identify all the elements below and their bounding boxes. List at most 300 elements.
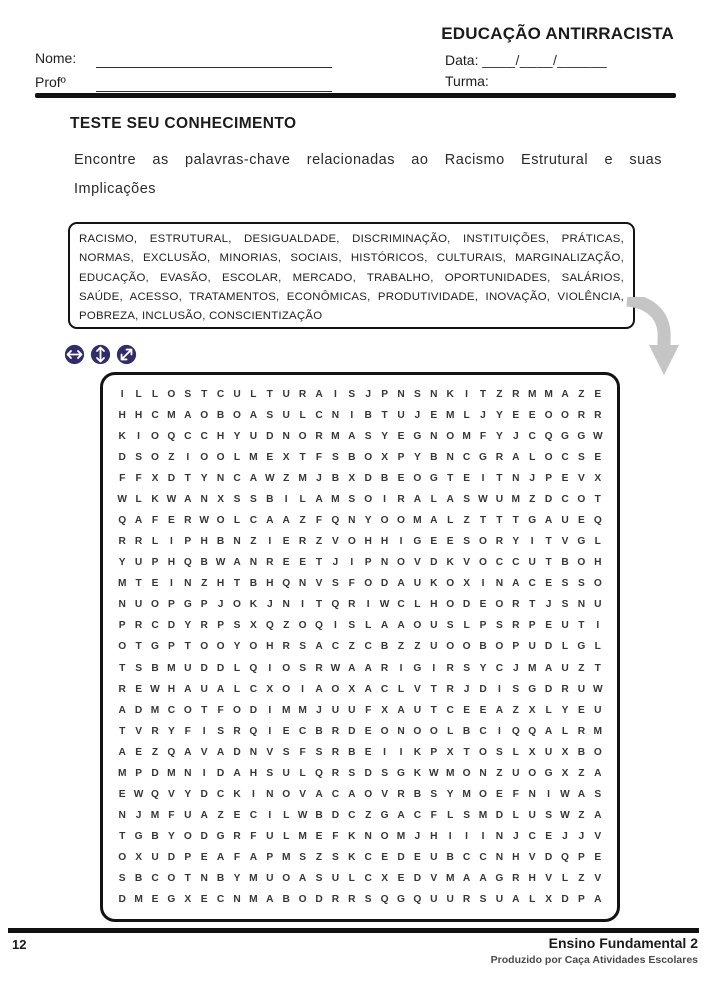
grid-letter: D: [348, 725, 356, 737]
grid-letter: A: [118, 704, 126, 716]
grid-letter: A: [118, 746, 126, 758]
grid-letter: E: [463, 704, 470, 716]
grid-letter: O: [282, 683, 291, 695]
grid-letter: W: [560, 809, 570, 821]
grid-letter: U: [528, 809, 536, 821]
grid-letter: P: [512, 641, 520, 653]
grid-letter: P: [364, 557, 372, 569]
grid-letter: N: [430, 431, 438, 443]
grid-letter: U: [249, 431, 258, 443]
grid-letter: A: [315, 683, 323, 695]
grid-letter: A: [544, 725, 553, 737]
grid-letter: I: [268, 704, 272, 716]
grid-letter: D: [397, 851, 405, 863]
grid-letter: E: [512, 410, 520, 422]
grid-letter: K: [348, 830, 356, 842]
grid-letter: R: [348, 599, 356, 611]
grid-letter: I: [465, 389, 469, 401]
grid-letter: B: [282, 893, 290, 905]
word-search-box: [100, 372, 620, 922]
grid-letter: I: [202, 767, 206, 779]
grid-letter: Q: [315, 620, 323, 632]
grid-letter: N: [495, 851, 504, 863]
grid-letter: C: [512, 557, 520, 569]
grid-letter: X: [282, 452, 290, 464]
grid-letter: E: [381, 851, 388, 863]
grid-letter: H: [594, 557, 602, 569]
grid-letter: O: [544, 410, 553, 422]
grid-letter: O: [249, 641, 258, 653]
curved-down-arrow-icon: [624, 297, 684, 379]
grid-letter: B: [348, 452, 356, 464]
grid-letter: R: [331, 767, 340, 779]
grid-letter: O: [298, 620, 307, 632]
grid-letter: U: [151, 851, 159, 863]
grid-letter: L: [512, 746, 519, 758]
grid-letter: X: [217, 494, 224, 506]
grid-letter: I: [481, 830, 485, 842]
grid-letter: T: [201, 389, 208, 401]
grid-letter: U: [544, 746, 553, 758]
name-label: Nome:: [35, 50, 77, 66]
grid-letter: L: [594, 536, 601, 548]
grid-letter: H: [528, 872, 536, 884]
grid-letter: P: [151, 557, 159, 569]
grid-letter: P: [118, 620, 126, 632]
date-label: Data:: [445, 52, 479, 68]
grid-letter: A: [397, 578, 405, 590]
grid-letter: F: [299, 746, 306, 758]
grid-letter: E: [364, 725, 372, 737]
grid-letter: M: [396, 830, 406, 842]
grid-letter: M: [117, 578, 127, 590]
grid-letter: J: [578, 830, 585, 842]
grid-letter: V: [413, 557, 421, 569]
grid-letter: K: [446, 557, 454, 569]
diagonal-arrow-icon: [116, 344, 137, 365]
page-title: EDUCAÇÃO ANTIRRACISTA: [441, 24, 674, 43]
grid-letter: P: [528, 620, 536, 632]
grid-letter: Z: [315, 536, 323, 548]
grid-letter: R: [380, 662, 389, 674]
grid-letter: Z: [463, 515, 470, 527]
grid-letter: R: [315, 662, 323, 674]
grid-letter: B: [200, 557, 208, 569]
grid-letter: Q: [511, 725, 520, 737]
footer-producer: Produzido por Caça Atividades Escolares: [490, 954, 698, 966]
grid-letter: O: [446, 599, 455, 611]
grid-letter: L: [135, 494, 142, 506]
grid-letter: Y: [381, 431, 388, 443]
grid-letter: G: [577, 431, 586, 443]
grid-letter: U: [577, 683, 586, 695]
grid-letter: D: [331, 809, 340, 821]
grid-letter: E: [413, 851, 421, 863]
grid-letter: M: [150, 704, 160, 716]
grid-letter: E: [282, 725, 290, 737]
grid-letter: R: [184, 515, 192, 527]
grid-letter: D: [167, 473, 176, 485]
grid-letter: S: [299, 851, 306, 863]
grid-letter: O: [364, 494, 373, 506]
grid-letter: R: [462, 893, 471, 905]
grid-letter: L: [529, 452, 536, 464]
grid-letter: Z: [201, 578, 208, 590]
grid-letter: I: [202, 725, 206, 737]
grid-letter: I: [383, 746, 387, 758]
grid-letter: O: [380, 725, 389, 737]
grid-letter: G: [495, 872, 504, 884]
grid-letter: S: [348, 389, 356, 401]
grid-letter: L: [283, 809, 290, 821]
grid-letter: C: [298, 725, 307, 737]
grid-letter: C: [397, 599, 405, 611]
grid-letter: G: [413, 536, 422, 548]
grid-letter: G: [528, 683, 537, 695]
grid-letter: O: [462, 767, 471, 779]
grid-letter: O: [282, 788, 291, 800]
grid-letter: R: [512, 620, 520, 632]
word-list-box: RACISMO, ESTRUTURAL, DESIGUALDADE, DISCRIMINAÇÃO, INSTITUIÇÕES, PRÁTICAS, NORMAS, EXCLUSÃO, MINORIAS, SOCIAIS, HISTÓRICOS, CULTURAIS, MARGINALIZAÇÃO, EDUCAÇÃO, EVASÃO, ESCOLAR, MERCADO, TRABALHO, OPORTUNIDADES, SALÁRIOS, SAÚDE, ACESSO, TRATAMENTOS, ECONÔMICAS, PRODUTIVIDADE, INOVAÇÃO, VIOLÊNCIA, POBREZA, INCLUSÃO, CONSCIENTIZAÇÃO: [68, 222, 635, 329]
grid-letter: E: [118, 788, 126, 800]
grid-letter: O: [462, 641, 471, 653]
grid-letter: Y: [233, 872, 241, 884]
grid-letter: D: [118, 893, 126, 905]
grid-letter: L: [299, 767, 306, 779]
grid-letter: P: [200, 599, 208, 611]
grid-letter: Q: [593, 515, 602, 527]
grid-letter: T: [594, 494, 601, 506]
grid-letter: L: [561, 725, 569, 737]
grid-letter: D: [151, 767, 159, 779]
grid-letter: R: [298, 536, 307, 548]
grid-letter: T: [315, 599, 323, 611]
grid-letter: F: [151, 515, 159, 527]
grid-letter: K: [249, 599, 258, 611]
grid-letter: R: [446, 662, 454, 674]
grid-letter: L: [151, 536, 159, 548]
grid-letter: T: [430, 704, 437, 716]
grid-letter: G: [167, 893, 176, 905]
grid-letter: E: [397, 872, 405, 884]
grid-letter: L: [250, 389, 257, 401]
grid-letter: N: [118, 809, 126, 821]
grid-letter: S: [364, 431, 372, 443]
grid-letter: W: [560, 788, 570, 800]
direction-icons: [64, 344, 137, 365]
grid-letter: S: [348, 620, 356, 632]
grid-letter: N: [495, 578, 504, 590]
grid-letter: S: [381, 767, 388, 779]
grid-letter: U: [495, 494, 504, 506]
grid-letter: F: [430, 809, 437, 821]
grid-letter: C: [249, 683, 258, 695]
grid-letter: R: [495, 452, 504, 464]
grid-letter: E: [167, 515, 175, 527]
grid-letter: Y: [413, 452, 421, 464]
grid-letter: O: [528, 767, 537, 779]
grid-letter: O: [561, 410, 569, 422]
grid-letter: U: [348, 704, 356, 716]
grid-letter: V: [463, 557, 470, 569]
grid-letter: S: [413, 389, 421, 401]
grid-letter: E: [200, 893, 208, 905]
grid-letter: N: [479, 767, 487, 779]
grid-letter: R: [315, 431, 323, 443]
teacher-label: Profº: [35, 74, 66, 90]
grid-letter: U: [413, 578, 422, 590]
grid-letter: Z: [299, 515, 306, 527]
grid-letter: M: [249, 893, 258, 905]
grid-letter: D: [364, 473, 372, 485]
grid-letter: W: [150, 683, 160, 695]
grid-letter: U: [528, 641, 536, 653]
grid-letter: Y: [446, 788, 454, 800]
grid-letter: L: [135, 389, 142, 401]
grid-letter: O: [446, 578, 455, 590]
grid-letter: B: [479, 641, 487, 653]
grid-letter: O: [331, 683, 340, 695]
footer-series: Ensino Fundamental 2: [548, 935, 698, 951]
grid-letter: C: [249, 515, 258, 527]
grid-letter: R: [134, 620, 143, 632]
word-search-grid: [114, 384, 606, 910]
grid-letter: S: [184, 389, 192, 401]
grid-letter: T: [135, 578, 142, 590]
grid-letter: Z: [578, 389, 585, 401]
grid-letter: L: [348, 872, 355, 884]
grid-letter: S: [282, 746, 290, 758]
grid-letter: A: [446, 494, 454, 506]
grid-letter: C: [446, 704, 454, 716]
grid-letter: E: [266, 452, 274, 464]
grid-letter: W: [478, 494, 488, 506]
grid-letter: Q: [265, 620, 274, 632]
grid-letter: L: [299, 410, 306, 422]
grid-letter: F: [315, 452, 323, 464]
grid-letter: S: [266, 767, 274, 779]
grid-letter: C: [167, 704, 176, 716]
grid-letter: A: [266, 893, 274, 905]
grid-letter: O: [167, 872, 176, 884]
grid-letter: R: [577, 410, 586, 422]
grid-letter: B: [462, 725, 471, 737]
grid-letter: K: [151, 494, 159, 506]
grid-letter: S: [364, 893, 372, 905]
grid-letter: E: [577, 515, 585, 527]
grid-letter: A: [315, 641, 323, 653]
grid-letter: N: [446, 452, 454, 464]
grid-letter: M: [478, 809, 488, 821]
grid-letter: L: [283, 830, 290, 842]
grid-letter: V: [561, 536, 569, 548]
grid-letter: L: [447, 515, 454, 527]
grid-letter: M: [445, 872, 455, 884]
grid-letter: W: [330, 662, 341, 674]
grid-letter: C: [528, 578, 536, 590]
grid-letter: M: [527, 389, 537, 401]
grid-letter: R: [512, 389, 520, 401]
grid-letter: I: [169, 536, 173, 548]
grid-letter: C: [364, 872, 372, 884]
grid-letter: R: [446, 683, 454, 695]
grid-letter: I: [169, 578, 173, 590]
grid-letter: J: [480, 410, 486, 422]
grid-letter: O: [397, 515, 405, 527]
grid-letter: Q: [249, 725, 258, 737]
grid-letter: D: [200, 662, 208, 674]
grid-letter: E: [364, 746, 372, 758]
grid-letter: O: [347, 536, 356, 548]
grid-letter: O: [282, 872, 291, 884]
grid-letter: Y: [200, 473, 208, 485]
grid-letter: I: [350, 410, 354, 422]
grid-letter: D: [462, 599, 471, 611]
grid-letter: U: [561, 620, 569, 632]
grid-letter: A: [348, 662, 356, 674]
grid-letter: T: [266, 389, 273, 401]
name-blank-line: [96, 66, 332, 68]
grid-letter: O: [298, 431, 307, 443]
grid-letter: O: [380, 515, 389, 527]
grid-letter: F: [135, 473, 142, 485]
grid-letter: I: [399, 746, 403, 758]
grid-letter: G: [479, 452, 487, 464]
grid-letter: U: [430, 893, 438, 905]
grid-letter: W: [199, 515, 209, 527]
grid-letter: L: [545, 704, 552, 716]
grid-letter: A: [249, 410, 258, 422]
grid-letter: D: [200, 788, 208, 800]
grid-letter: E: [151, 578, 159, 590]
grid-letter: M: [249, 452, 258, 464]
grid-letter: S: [446, 620, 454, 632]
grid-letter: L: [233, 452, 241, 464]
grid-letter: S: [561, 578, 569, 590]
grid-letter: C: [315, 410, 323, 422]
grid-letter: B: [413, 788, 422, 800]
grid-letter: O: [233, 410, 241, 422]
grid-letter: S: [233, 620, 241, 632]
page-number: 12: [12, 937, 27, 952]
grid-letter: O: [364, 788, 373, 800]
grid-letter: A: [216, 683, 225, 695]
grid-letter: B: [216, 410, 225, 422]
grid-letter: Z: [496, 389, 503, 401]
grid-letter: S: [315, 872, 323, 884]
date-row: [445, 52, 607, 68]
grid-letter: A: [594, 767, 602, 779]
grid-letter: C: [528, 431, 536, 443]
grid-letter: Y: [118, 557, 126, 569]
grid-letter: M: [298, 830, 307, 842]
grid-letter: Z: [578, 872, 585, 884]
grid-letter: X: [446, 746, 454, 758]
grid-letter: B: [266, 494, 274, 506]
grid-letter: I: [251, 788, 255, 800]
grid-letter: J: [463, 683, 470, 695]
grid-letter: D: [479, 683, 487, 695]
grid-letter: L: [447, 725, 454, 737]
grid-letter: N: [118, 599, 126, 611]
grid-letter: T: [233, 578, 241, 590]
grid-letter: R: [298, 389, 307, 401]
grid-letter: A: [512, 578, 520, 590]
grid-letter: T: [463, 746, 470, 758]
grid-letter: J: [135, 809, 142, 821]
grid-letter: F: [233, 851, 241, 863]
grid-letter: E: [200, 851, 208, 863]
grid-letter: T: [529, 599, 536, 611]
grid-letter: J: [217, 599, 224, 611]
grid-letter: N: [233, 536, 241, 548]
grid-letter: U: [594, 704, 602, 716]
grid-letter: C: [479, 725, 487, 737]
grid-letter: O: [577, 494, 586, 506]
grid-letter: T: [299, 452, 306, 464]
grid-letter: C: [364, 641, 372, 653]
grid-letter: Q: [167, 746, 176, 758]
grid-letter: O: [233, 704, 241, 716]
grid-letter: O: [380, 830, 389, 842]
grid-letter: A: [216, 746, 225, 758]
grid-letter: I: [333, 620, 337, 632]
grid-letter: R: [266, 557, 274, 569]
grid-letter: Z: [529, 494, 536, 506]
grid-letter: I: [284, 494, 288, 506]
grid-letter: A: [512, 893, 520, 905]
grid-letter: E: [479, 704, 487, 716]
grid-letter: L: [414, 599, 421, 611]
grid-letter: E: [282, 536, 290, 548]
grid-letter: T: [184, 641, 191, 653]
grid-letter: C: [200, 431, 208, 443]
grid-letter: C: [462, 851, 471, 863]
grid-letter: T: [578, 620, 585, 632]
grid-letter: A: [184, 494, 192, 506]
grid-letter: R: [577, 725, 586, 737]
grid-letter: X: [528, 704, 536, 716]
grid-letter: F: [348, 578, 355, 590]
grid-letter: O: [446, 641, 455, 653]
grid-letter: U: [430, 851, 438, 863]
grid-letter: Q: [561, 851, 569, 863]
grid-letter: Z: [250, 536, 257, 548]
grid-letter: L: [447, 809, 454, 821]
grid-letter: Z: [414, 641, 421, 653]
grid-letter: O: [479, 746, 487, 758]
grid-letter: J: [316, 473, 322, 485]
grid-letter: Y: [512, 536, 520, 548]
grid-letter: W: [117, 494, 127, 506]
grid-letter: U: [594, 599, 602, 611]
grid-letter: E: [545, 830, 552, 842]
grid-letter: M: [167, 410, 176, 422]
grid-letter: O: [216, 515, 225, 527]
grid-letter: S: [331, 851, 339, 863]
grid-letter: G: [134, 830, 143, 842]
grid-letter: N: [249, 557, 258, 569]
grid-letter: T: [447, 473, 454, 485]
grid-letter: D: [266, 431, 274, 443]
grid-letter: R: [118, 536, 126, 548]
grid-letter: N: [512, 473, 520, 485]
grid-letter: G: [380, 809, 389, 821]
grid-letter: A: [544, 662, 553, 674]
grid-letter: Y: [184, 788, 192, 800]
grid-letter: E: [397, 431, 405, 443]
grid-letter: Y: [184, 620, 192, 632]
